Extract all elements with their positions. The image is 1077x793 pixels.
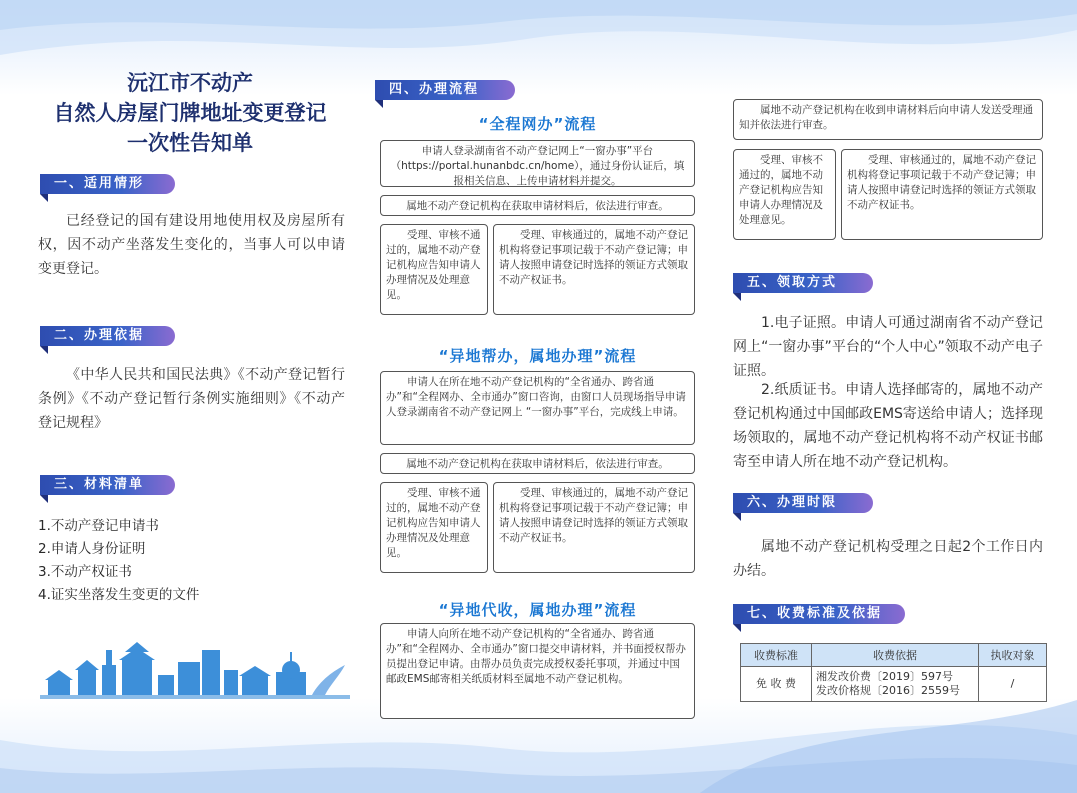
- table-row: [741, 667, 1047, 702]
- table-header-row: [741, 644, 1047, 667]
- page-title: [40, 68, 340, 158]
- flow-2-pass-box: 受理、审核通过的，属地不动产登记机构将登记事项记载于不动产登记簿；申请人按照申请登记时选择的领证方式领取不动产权证书。: [493, 482, 695, 573]
- flow-3-pass-box: 受理、审核通过的，属地不动产登记机构将登记事项记载于不动产登记簿；申请人按照申请登记时选择的领证方式领取不动产权证书。: [841, 149, 1043, 240]
- section-6-header: [733, 493, 873, 513]
- flow-1-title: “全程网办”流程: [478, 115, 597, 133]
- title-line-2: 自然人房屋门牌地址变更登记: [53, 100, 327, 125]
- flow-2-step-2: 属地不动产登记机构在获取申请材料后，依法进行审查。: [380, 453, 695, 474]
- section-6-title: 六、办理时限: [733, 493, 873, 513]
- section-1-title: 一、适用情形: [40, 174, 175, 194]
- list-item: 4.证实坐落发生变更的文件: [38, 587, 200, 603]
- section-1-header: [40, 174, 175, 194]
- section-2-header: [40, 326, 175, 346]
- header-corner: [40, 495, 48, 503]
- section-3-title: 三、材料清单: [40, 475, 175, 495]
- flow-3-step-1: 申请人向所在地不动产登记机构的“全省通办、跨省通办”和“全程网办、全市通办”窗口提交申请材料，并书面授权帮办员提出登记申请。由帮办员负责完成授权委托事项，并通过中国邮政EMS邮寄相关纸质材料至属地不动产登记机构。: [380, 623, 695, 719]
- list-item: 3.不动产权证书: [38, 564, 132, 580]
- header-corner: [40, 346, 48, 354]
- header-corner: [733, 513, 741, 521]
- section-2-body: 《中华人民共和国民法典》《不动产登记暂行条例》《不动产登记暂行条例实施细则》《不动产登记规程》: [38, 367, 345, 431]
- header-corner: [733, 293, 741, 301]
- section-5-header: [733, 273, 873, 293]
- section-4-header: [375, 80, 515, 100]
- materials-list: [38, 515, 345, 607]
- flow-2-title: “异地帮办，属地办理”流程: [438, 347, 637, 365]
- flow-1-pass-box: 受理、审核通过的，属地不动产登记机构将登记事项记载于不动产登记簿；申请人按照申请登记时选择的领证方式领取不动产权证书。: [493, 224, 695, 315]
- fee-basis-1: 湘发改价费〔2019〕597号: [816, 670, 953, 683]
- title-line-1: 沅江市不动产: [127, 70, 253, 95]
- section-1-body: 已经登记的国有建设用地使用权及房屋所有权，因不动产坐落发生变化的，当事人可以申请变更登记。: [38, 213, 345, 277]
- section-4-title: 四、办理流程: [375, 80, 515, 100]
- list-item: 1.不动产登记申请书: [38, 518, 159, 534]
- fee-col-standard: 收费标准: [741, 644, 812, 667]
- fee-basis-cell: [812, 667, 979, 702]
- section-5-title: 五、领取方式: [733, 273, 873, 293]
- title-line-3: 一次性告知单: [127, 130, 253, 155]
- fee-col-basis: 收费依据: [812, 644, 979, 667]
- section-7-title: 七、收费标准及依据: [733, 604, 905, 624]
- section-6-body: 属地不动产登记机构受理之日起2个工作日内办结。: [733, 539, 1043, 579]
- flow-1-fail-box: 受理、审核不通过的，属地不动产登记机构应告知申请人办理情况及处理意见。: [380, 224, 488, 315]
- fee-basis-2: 发改价格规〔2016〕2559号: [816, 684, 960, 697]
- fee-standard-cell: 免 收 费: [741, 667, 812, 702]
- fee-col-target: 执收对象: [979, 644, 1047, 667]
- flow-1-step-1: 申请人登录湖南省不动产登记网上“一窗办事”平台（https://portal.hunanbdc.cn/home），通过身份认证后，填报相关信息、上传申请材料并提交。: [380, 140, 695, 187]
- header-corner: [733, 624, 741, 632]
- list-item: 2.申请人身份证明: [38, 541, 146, 557]
- section-2-title: 二、办理依据: [40, 326, 175, 346]
- section-3-header: [40, 475, 175, 495]
- flow-2-step-1: 申请人在所在地不动产登记机构的“全省通办、跨省通办”和“全程网办、全市通办”窗口咨询，由窗口人员现场指导申请人登录湖南省不动产登记网上 “一窗办事”平台，完成线上申请。: [380, 371, 695, 445]
- city-skyline-illustration: [40, 640, 350, 710]
- flow-3-fail-box: 受理、审核不通过的，属地不动产登记机构应告知申请人办理情况及处理意见。: [733, 149, 836, 240]
- flow-3-step-2: 属地不动产登记机构在收到申请材料后向申请人发送受理通知并依法进行审查。: [733, 99, 1043, 140]
- flow-2-fail-box: 受理、审核不通过的，属地不动产登记机构应告知申请人办理情况及处理意见。: [380, 482, 488, 573]
- fee-table: [740, 643, 1047, 702]
- flow-3-title: “异地代收，属地办理”流程: [438, 601, 637, 619]
- section-5-paper: 2.纸质证书。申请人选择邮寄的，属地不动产登记机构通过中国邮政EMS寄送给申请人；选择现场领取的，属地不动产登记机构将不动产权证书邮寄至申请人所在地不动产登记机构。: [733, 382, 1043, 470]
- section-7-header: [733, 604, 905, 624]
- flow-1-step-2: 属地不动产登记机构在获取申请材料后，依法进行审查。: [380, 195, 695, 216]
- section-5-electronic: 1.电子证照。申请人可通过湖南省不动产登记网上“一窗办事”平台的“个人中心”领取不动产电子证照。: [733, 315, 1043, 379]
- header-corner: [375, 100, 383, 108]
- header-corner: [40, 194, 48, 202]
- fee-target-cell: /: [979, 667, 1047, 702]
